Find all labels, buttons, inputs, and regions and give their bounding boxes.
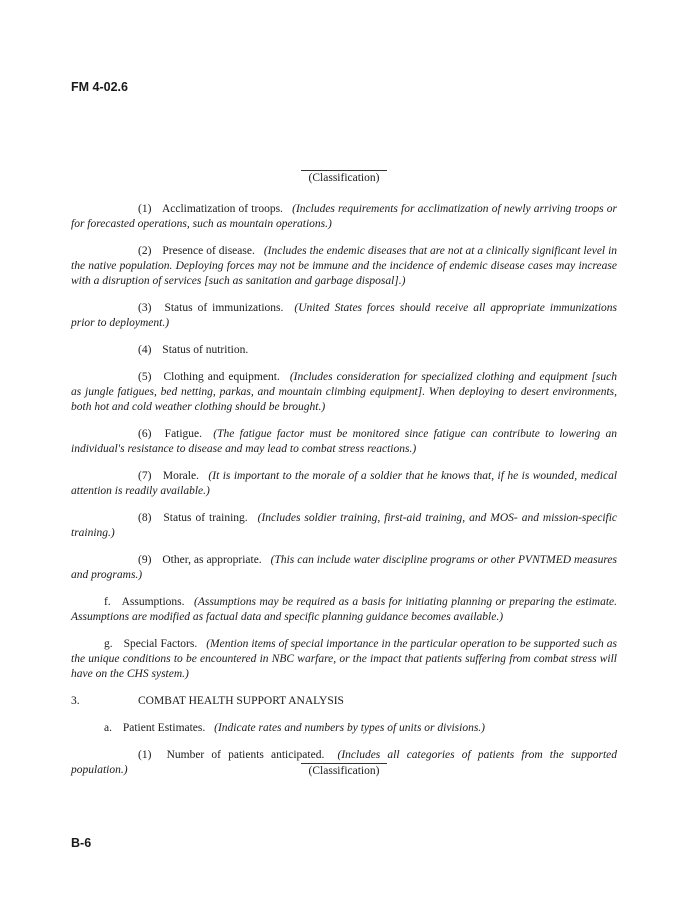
section-title: COMBAT HEALTH SUPPORT ANALYSIS bbox=[138, 695, 344, 707]
paragraph-text: (United States forces should receive all appropriate immunizations prior to deployment.) bbox=[71, 302, 617, 329]
document-body bbox=[71, 202, 617, 790]
classification-label: (Classification) bbox=[308, 172, 380, 184]
paragraph-clothing bbox=[71, 370, 617, 415]
classification-line bbox=[301, 763, 387, 764]
paragraph-number: (8) bbox=[138, 512, 152, 524]
paragraph-title: Presence of disease. bbox=[162, 245, 255, 257]
page-number-footer: B-6 bbox=[71, 836, 92, 850]
paragraph-number: (9) bbox=[138, 554, 152, 566]
paragraph-fatigue bbox=[71, 427, 617, 457]
paragraph-number: f. bbox=[104, 596, 111, 608]
paragraph-number: (6) bbox=[138, 428, 152, 440]
paragraph-text: (Assumptions may be required as a basis for initiating planning or preparing the estimate. Assumptions are modified as factual data and specific planning guidance becomes available.) bbox=[71, 596, 618, 623]
paragraph-acclimatization bbox=[71, 202, 617, 232]
paragraph-text: (Includes requirements for acclimatization of newly arriving troops or for forecasted operations, such as mountain operations.) bbox=[71, 203, 618, 230]
classification-marking-top bbox=[0, 170, 688, 184]
paragraph-morale bbox=[71, 469, 617, 499]
paragraph-text: (Indicate rates and numbers by types of units or divisions.) bbox=[214, 722, 485, 734]
paragraph-title: Patient Estimates. bbox=[122, 722, 206, 734]
paragraph-text: (Includes soldier training, first-aid training, and MOS- and mission-specific training.) bbox=[71, 512, 618, 539]
section-number: 3. bbox=[71, 695, 80, 707]
paragraph-number: (7) bbox=[138, 470, 152, 482]
paragraph-number: (2) bbox=[138, 245, 152, 257]
paragraph-title: Status of training. bbox=[163, 512, 248, 524]
paragraph-text: (The fatigue factor must be monitored since fatigue can contribute to lowering an individual's resistance to disease and may lead to combat stress reactions.) bbox=[71, 428, 617, 455]
paragraph-patient-estimates bbox=[71, 721, 617, 736]
paragraph-text: (It is important to the morale of a soldier that he knows that, if he is wounded, medical attention is readily available.) bbox=[71, 470, 618, 497]
paragraph-number: (1) bbox=[138, 203, 152, 215]
paragraph-disease bbox=[71, 244, 617, 289]
classification-marking-bottom bbox=[0, 763, 688, 777]
paragraph-text: (Includes all categories of patients from the supported population.) bbox=[71, 749, 617, 776]
paragraph-title: Acclimatization of troops. bbox=[161, 203, 283, 215]
paragraph-title: Number of patients anticipated. bbox=[166, 749, 325, 761]
paragraph-number: a. bbox=[104, 722, 112, 734]
paragraph-number: (4) bbox=[138, 344, 152, 356]
section-heading bbox=[71, 694, 617, 709]
paragraph-title: Other, as appropriate. bbox=[162, 554, 262, 566]
paragraph-number: g. bbox=[104, 638, 113, 650]
paragraph-title: Assumptions. bbox=[121, 596, 185, 608]
paragraph-nutrition bbox=[71, 343, 617, 358]
paragraph-text: (Includes the endemic diseases that are not at a clinically significant level in the native population. Deploying forces may not be immune and the incidence of endemic disease cases may increase with a disruption of services [such as sanitation and garbage disposal].) bbox=[71, 245, 618, 287]
paragraph-text: (Includes consideration for specialized clothing and equipment [such as jungle fatigues, bed netting, parkas, and mountain climbing equipment]. When deploying to desert environments, both hot and cold weather clothing should be brought.) bbox=[71, 371, 617, 413]
paragraph-number: (5) bbox=[138, 371, 152, 383]
paragraph-title: Status of immunizations. bbox=[164, 302, 284, 314]
document-id-header: FM 4-02.6 bbox=[71, 80, 128, 94]
paragraph-assumptions bbox=[71, 595, 617, 625]
paragraph-title: Status of nutrition. bbox=[162, 344, 249, 356]
paragraph-training bbox=[71, 511, 617, 541]
classification-line bbox=[301, 170, 387, 171]
paragraph-title: Morale. bbox=[162, 470, 199, 482]
paragraph-number: (3) bbox=[138, 302, 152, 314]
paragraph-number: (1) bbox=[138, 749, 152, 761]
paragraph-text: (This can include water discipline programs or other PVNTMED measures and programs.) bbox=[71, 554, 618, 581]
paragraph-other bbox=[71, 553, 617, 583]
paragraph-immunizations bbox=[71, 301, 617, 331]
paragraph-special-factors bbox=[71, 637, 617, 682]
paragraph-text: (Mention items of special importance in the particular operation to be supported such as the unique conditions to be encountered in NBC warfare, or the impact that patients suffering from combat stress will have on the CHS system.) bbox=[71, 638, 617, 680]
classification-label: (Classification) bbox=[308, 765, 380, 777]
paragraph-title: Special Factors. bbox=[123, 638, 198, 650]
paragraph-title: Fatigue. bbox=[164, 428, 203, 440]
paragraph-title: Clothing and equipment. bbox=[163, 371, 280, 383]
